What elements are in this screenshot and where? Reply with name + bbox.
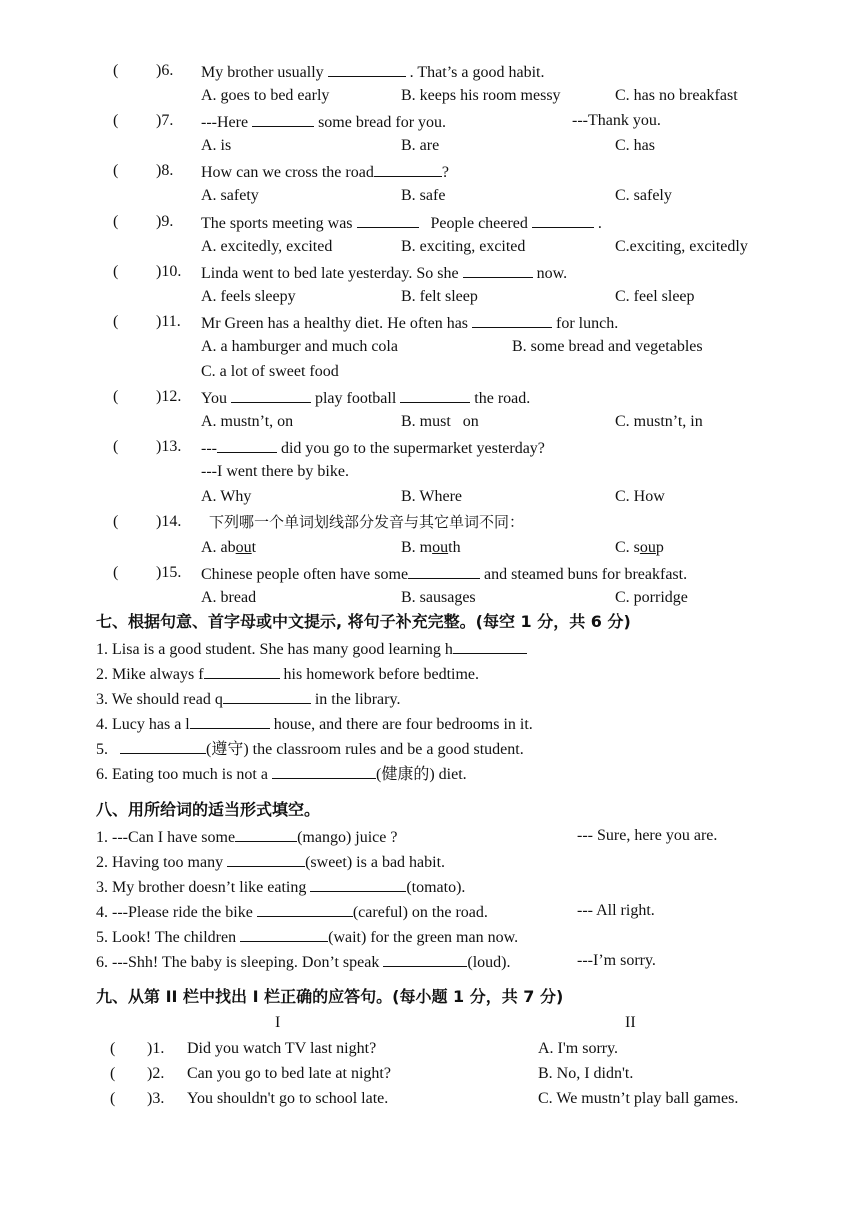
answer-blank[interactable] bbox=[204, 663, 280, 679]
sentence-text: 1. ---Can I have some bbox=[96, 829, 236, 846]
answer-paren[interactable]: ( bbox=[110, 1090, 116, 1107]
answer-blank[interactable] bbox=[357, 212, 419, 228]
question-text: My brother usually bbox=[201, 64, 324, 81]
sentence-text: (sweet) is a bad habit. bbox=[305, 854, 446, 871]
sentence-text: (wait) for the green man now. bbox=[328, 929, 519, 946]
option-c bbox=[615, 538, 664, 558]
answer-blank[interactable] bbox=[223, 688, 311, 704]
answer-paren[interactable]: ( bbox=[110, 1065, 116, 1082]
question-text: . That’s a good habit. bbox=[409, 64, 545, 81]
answer-blank[interactable] bbox=[190, 713, 270, 729]
answer-blank[interactable] bbox=[235, 826, 297, 842]
question-text: How can we cross the road bbox=[201, 164, 374, 181]
answer-blank[interactable] bbox=[252, 111, 314, 127]
section-7-title: 七、根据句意、首字母或中文提示, 将句子补充完整。(每空 1 分，共 6 分) bbox=[96, 612, 631, 631]
sentence-text: 6. ---Shh! The baby is sleeping. Don’t speak bbox=[96, 954, 380, 971]
answer-blank[interactable] bbox=[463, 262, 533, 278]
question-text: and steamed buns for breakfast. bbox=[484, 566, 688, 583]
sentence-text: (careful) on the road. bbox=[352, 904, 488, 921]
option-text: C. s bbox=[615, 539, 640, 556]
option-text: B. m bbox=[401, 539, 433, 556]
question-number: )12. bbox=[156, 388, 182, 405]
question-text: You shouldn't go to school late. bbox=[187, 1090, 389, 1107]
option-c: C. has no breakfast bbox=[615, 87, 738, 104]
option-b: B. sausages bbox=[401, 589, 476, 606]
question-text: --- bbox=[201, 440, 217, 457]
answer-blank[interactable] bbox=[272, 763, 376, 779]
question-number: )11. bbox=[156, 313, 181, 330]
sentence-text: 2. Having too many bbox=[96, 854, 224, 871]
column-1-header: I bbox=[275, 1014, 281, 1031]
question-number: )8. bbox=[156, 162, 174, 179]
sentence-text: (loud). bbox=[467, 954, 511, 971]
question-text: the road. bbox=[474, 390, 531, 407]
option-b: B. some bread and vegetables bbox=[512, 338, 703, 355]
answer-option: B. No, I didn't. bbox=[538, 1065, 634, 1082]
option-a: A. is bbox=[201, 137, 232, 154]
option-b: B. must on bbox=[401, 413, 479, 430]
answer-blank[interactable] bbox=[328, 61, 406, 77]
option-c: C. feel sleep bbox=[615, 288, 695, 305]
answer-blank[interactable] bbox=[400, 387, 470, 403]
question-text: ---I went there by bike. bbox=[201, 463, 349, 480]
answer-option: A. I'm sorry. bbox=[538, 1040, 619, 1057]
option-a: A. Why bbox=[201, 488, 252, 505]
sentence-text: 3. We should read q bbox=[96, 691, 223, 708]
underlined-letters: ou bbox=[432, 539, 449, 556]
question-number: )14. bbox=[156, 513, 182, 530]
question-number: )15. bbox=[156, 564, 182, 581]
question-text: The sports meeting was bbox=[201, 215, 353, 232]
question-number: )9. bbox=[156, 213, 174, 230]
option-a: A. safety bbox=[201, 187, 259, 204]
sentence-text: 2. Mike always f bbox=[96, 666, 204, 683]
sentence-text: house, and there are four bedrooms in it. bbox=[273, 716, 533, 733]
question-text: ? bbox=[441, 164, 449, 181]
question-text: You bbox=[201, 390, 227, 407]
answer-blank[interactable] bbox=[231, 387, 311, 403]
option-text: A. ab bbox=[201, 539, 236, 556]
answer-blank[interactable] bbox=[472, 312, 552, 328]
answer-blank[interactable] bbox=[240, 926, 328, 942]
option-c: C. safely bbox=[615, 187, 672, 204]
answer-blank[interactable] bbox=[257, 901, 353, 917]
sentence-text: (遵守) the classroom rules and be a good student. bbox=[206, 741, 524, 758]
answer-option: C. We mustn’t play ball games. bbox=[538, 1090, 739, 1107]
answer-paren[interactable]: ( bbox=[113, 162, 119, 179]
response-text: --- Sure, here you are. bbox=[577, 827, 718, 844]
question-text: 下列哪一个单词划线部分发音与其它单词不同： bbox=[209, 513, 525, 531]
answer-paren[interactable]: ( bbox=[113, 62, 119, 79]
option-text: th bbox=[448, 539, 461, 556]
section-9-title: 九、从第 II 栏中找出 I 栏正确的应答句。(每小题 1 分，共 7 分) bbox=[96, 987, 564, 1006]
option-c: C. mustn’t, in bbox=[615, 413, 703, 430]
answer-blank[interactable] bbox=[453, 638, 527, 654]
response-text: ---Thank you. bbox=[572, 112, 661, 129]
question-number: )6. bbox=[156, 62, 174, 79]
answer-paren[interactable]: ( bbox=[113, 513, 119, 530]
answer-blank[interactable] bbox=[217, 437, 277, 453]
option-b: B. exciting, excited bbox=[401, 238, 526, 255]
question-text: now. bbox=[536, 265, 568, 282]
sentence-text: 5. bbox=[96, 741, 108, 758]
question-text: for lunch. bbox=[556, 315, 619, 332]
option-c: C. a lot of sweet food bbox=[201, 363, 339, 380]
option-a: A. mustn’t, on bbox=[201, 413, 294, 430]
sentence-text: 4. ---Please ride the bike bbox=[96, 904, 253, 921]
answer-blank[interactable] bbox=[374, 161, 442, 177]
answer-paren[interactable]: ( bbox=[113, 112, 119, 129]
question-text: Chinese people often have some bbox=[201, 566, 409, 583]
question-text: Did you watch TV last night? bbox=[187, 1040, 377, 1057]
option-c: C. porridge bbox=[615, 589, 688, 606]
option-a: A. goes to bed early bbox=[201, 87, 330, 104]
sentence-text: in the library. bbox=[314, 691, 401, 708]
answer-paren[interactable]: ( bbox=[113, 313, 119, 330]
answer-blank[interactable] bbox=[532, 212, 594, 228]
question-number: )1. bbox=[147, 1040, 165, 1057]
option-b: B. Where bbox=[401, 488, 463, 505]
option-text: p bbox=[655, 539, 664, 556]
question-text: some bread for you. bbox=[318, 114, 447, 131]
option-b: B. safe bbox=[401, 187, 446, 204]
question-text: did you go to the supermarket yesterday? bbox=[280, 440, 545, 457]
section-8-title: 八、用所给词的适当形式填空。 bbox=[96, 800, 321, 819]
response-text: --- All right. bbox=[577, 902, 655, 919]
sentence-text: (mango) juice ? bbox=[297, 829, 398, 846]
underlined-letters: ou bbox=[235, 539, 252, 556]
question-text: play football bbox=[314, 390, 397, 407]
option-text: t bbox=[251, 539, 257, 556]
underlined-letters: ou bbox=[639, 539, 656, 556]
option-a: A. a hamburger and much cola bbox=[201, 338, 398, 355]
sentence-text: 5. Look! The children bbox=[96, 929, 237, 946]
sentence-text: 3. My brother doesn’t like eating bbox=[96, 879, 307, 896]
option-a bbox=[201, 538, 256, 558]
question-text: Can you go to bed late at night? bbox=[187, 1065, 391, 1082]
answer-paren[interactable]: ( bbox=[113, 213, 119, 230]
sentence-text: 6. Eating too much is not a bbox=[96, 766, 268, 783]
sentence-text: (tomato). bbox=[406, 879, 466, 896]
option-a: A. excitedly, excited bbox=[201, 238, 333, 255]
question-text: People cheered bbox=[430, 215, 528, 232]
option-c: C. How bbox=[615, 488, 665, 505]
answer-blank[interactable] bbox=[120, 738, 206, 754]
answer-blank[interactable] bbox=[310, 876, 406, 892]
sentence-text: his homework before bedtime. bbox=[283, 666, 480, 683]
option-b: B. are bbox=[401, 137, 440, 154]
question-number: )13. bbox=[156, 438, 182, 455]
option-b: B. felt sleep bbox=[401, 288, 478, 305]
option-c: C. has bbox=[615, 137, 655, 154]
answer-blank[interactable] bbox=[383, 951, 467, 967]
answer-blank[interactable] bbox=[227, 851, 305, 867]
option-a: A. bread bbox=[201, 589, 257, 606]
response-text: ---I’m sorry. bbox=[577, 952, 656, 969]
column-2-header: II bbox=[625, 1014, 636, 1031]
question-number: )2. bbox=[147, 1065, 165, 1082]
question-number: )10. bbox=[156, 263, 182, 280]
sentence-text: 4. Lucy has a l bbox=[96, 716, 190, 733]
sentence-text: 1. Lisa is a good student. She has many good learning h bbox=[96, 641, 453, 658]
answer-blank[interactable] bbox=[408, 563, 480, 579]
question-text: Linda went to bed late yesterday. So she bbox=[201, 265, 459, 282]
question-text: . bbox=[597, 215, 602, 232]
answer-paren[interactable]: ( bbox=[113, 564, 119, 581]
answer-paren[interactable]: ( bbox=[110, 1040, 116, 1057]
question-text: ---Here bbox=[201, 114, 249, 131]
question-number: )7. bbox=[156, 112, 174, 129]
answer-paren[interactable]: ( bbox=[113, 438, 119, 455]
question-number: )3. bbox=[147, 1090, 165, 1107]
answer-paren[interactable]: ( bbox=[113, 388, 119, 405]
sentence-text: (健康的) diet. bbox=[375, 766, 467, 783]
option-a: A. feels sleepy bbox=[201, 288, 296, 305]
answer-paren[interactable]: ( bbox=[113, 263, 119, 280]
option-c: C.exciting, excitedly bbox=[615, 238, 748, 255]
question-text: Mr Green has a healthy diet. He often has bbox=[201, 315, 469, 332]
option-b bbox=[401, 538, 461, 558]
option-b: B. keeps his room messy bbox=[401, 87, 561, 104]
